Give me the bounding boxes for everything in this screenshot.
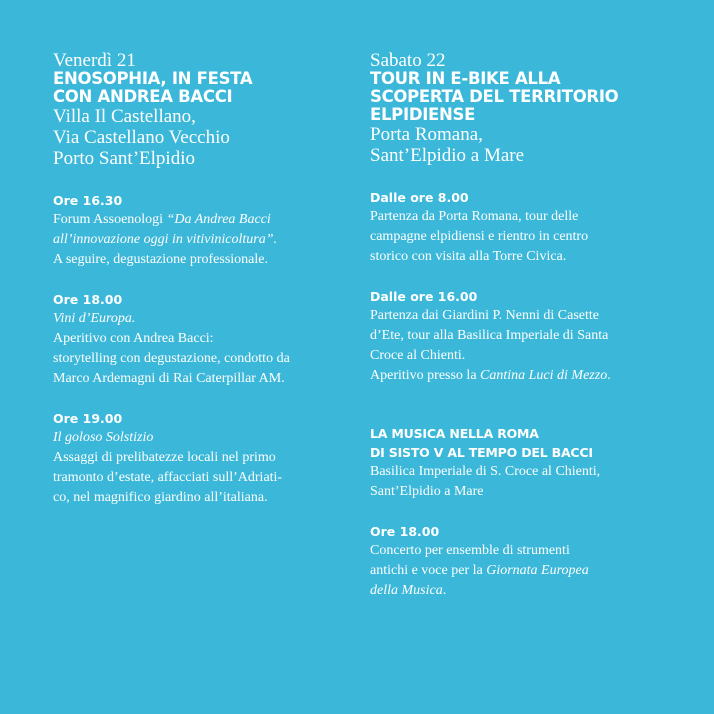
- event-desc-line: campagne elpidiensi e rientro in centro: [370, 229, 589, 244]
- event-desc-line: d’Ete, tour alla Basilica Imperiale di Santa: [370, 328, 609, 343]
- event-desc-line: [370, 366, 680, 386]
- music-heading-line-2: DI SISTO V AL TEMPO DEL BACCI: [370, 445, 593, 460]
- saturday-title-line-2: SCOPERTA DEL TERRITORIO: [370, 87, 619, 106]
- event-desc-line: storico con visita alla Torre Civica.: [370, 249, 567, 264]
- saturday-event-1: [370, 188, 680, 267]
- friday-venue-line-2: Via Castellano Vecchio: [53, 127, 230, 148]
- event-desc-line: Croce al Chienti.: [370, 348, 466, 363]
- saturday-title-line-1: TOUR IN E-BIKE ALLA: [370, 69, 561, 88]
- friday-column: [53, 52, 353, 508]
- event-desc-line: Partenza da Porta Romana, tour delle: [370, 209, 579, 224]
- event-desc-line: Concerto per ensemble di strumenti: [370, 543, 570, 558]
- event-desc-line: Il goloso Solstizio: [53, 430, 154, 445]
- friday-day-heading: Venerdì 21: [53, 50, 136, 71]
- event-desc-line: tramonto d’estate, affacciati sull’Adriati-: [53, 470, 283, 485]
- event-text: .: [607, 368, 611, 383]
- event-desc-line: Marco Ardemagni di Rai Caterpillar AM.: [53, 371, 285, 386]
- event-time: Ore 19.00: [53, 411, 123, 426]
- event-text-italic: Giornata Europea: [486, 563, 589, 578]
- event-text: .: [442, 583, 447, 598]
- saturday-day-heading: Sabato 22: [370, 50, 446, 71]
- saturday-venue-line-2: Sant’Elpidio a Mare: [370, 145, 525, 166]
- event-text: Forum Assoenologi: [53, 212, 167, 227]
- event-desc-line: Aperitivo con Andrea Bacci:: [53, 331, 214, 346]
- event-text-italic: “Da Andrea Bacci: [166, 212, 271, 227]
- saturday-title-line-3: ELPIDIENSE: [370, 105, 476, 124]
- friday-venue-line-1: Villa Il Castellano,: [53, 106, 196, 127]
- event-time: Ore 16.30: [53, 193, 123, 208]
- saturday-column: [370, 52, 680, 601]
- friday-event-3: [53, 409, 353, 508]
- event-time: Ore 18.00: [370, 524, 440, 539]
- friday-venue-line-3: Porto Sant’Elpidio: [53, 148, 195, 169]
- music-section: [370, 424, 680, 502]
- event-desc-line: Assaggi di prelibatezze locali nel primo: [53, 450, 276, 465]
- event-desc-line: A seguire, degustazione professionale.: [53, 252, 268, 267]
- event-desc-line: Partenza dai Giardini P. Nenni di Casette: [370, 308, 599, 323]
- event-text-italic: della Musica: [370, 583, 443, 598]
- music-heading-line-1: LA MUSICA NELLA ROMA: [370, 426, 539, 441]
- event-desc-line: [53, 210, 353, 230]
- friday-event-2: [53, 290, 353, 389]
- event-time: Ore 18.00: [53, 292, 123, 307]
- friday-title-line-1: ENOSOPHIA, IN FESTA: [53, 69, 253, 88]
- friday-event-1: [53, 191, 353, 270]
- event-text: antichi e voce per la: [370, 563, 487, 578]
- event-desc-line: Vini d’Europa.: [53, 311, 136, 326]
- event-time: Dalle ore 16.00: [370, 289, 478, 304]
- event-text: Aperitivo presso la: [370, 368, 481, 383]
- event-desc-line: co, nel magnifico giardino all’italiana.: [53, 490, 268, 505]
- saturday-event-2: [370, 287, 680, 386]
- event-desc-line: storytelling con degustazione, condotto da: [53, 351, 290, 366]
- event-text-italic: Cantina Luci di Mezzo: [480, 368, 608, 383]
- event-desc-line: [370, 561, 680, 581]
- event-desc-line: all’innovazione oggi in vitivinicoltura”.: [53, 232, 277, 247]
- event-desc-line: [370, 581, 680, 601]
- music-event: [370, 522, 680, 601]
- music-venue-line-1: Basilica Imperiale di S. Croce al Chienti,: [370, 464, 601, 479]
- friday-title-line-2: CON ANDREA BACCI: [53, 87, 233, 106]
- event-time: Dalle ore 8.00: [370, 190, 469, 205]
- music-venue-line-2: Sant’Elpidio a Mare: [370, 484, 484, 499]
- saturday-venue-line-1: Porta Romana,: [370, 124, 483, 145]
